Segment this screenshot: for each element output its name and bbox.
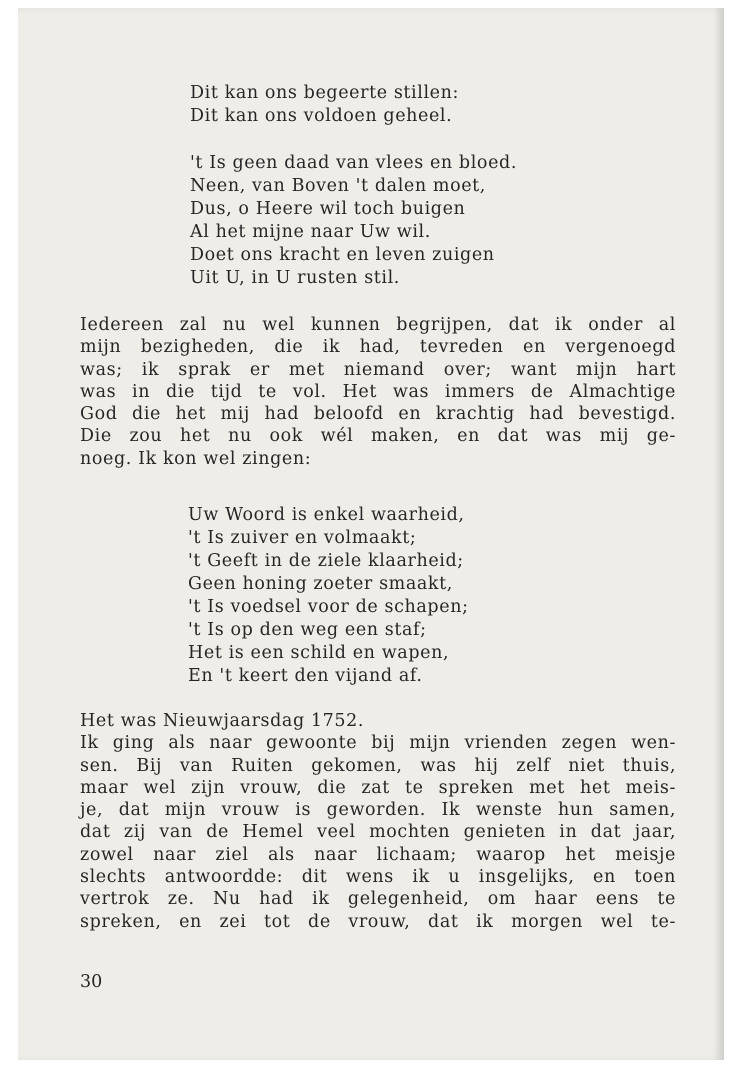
page-number: 30 bbox=[80, 972, 103, 992]
prose-line: vertrok ze. Nu had ik gelegenheid, om haar eens te bbox=[80, 889, 676, 910]
prose-line: spreken, en zei tot de vrouw, dat ik morgen wel te- bbox=[80, 911, 676, 932]
prose-line: Ik ging als naar gewoonte bij mijn vrienden zegen wen- bbox=[80, 733, 676, 754]
page-edge-shadow bbox=[714, 8, 724, 1060]
verse-stanza-2 bbox=[190, 152, 670, 290]
verse-line: Dus, o Heere wil toch buigen bbox=[190, 199, 466, 219]
prose-line: sen. Bij van Ruiten gekomen, was hij zelf niet thuis, bbox=[80, 755, 676, 776]
prose-line: noeg. Ik kon wel zingen: bbox=[80, 448, 312, 469]
prose-line: maar wel zijn vrouw, die zat te spreken met het meis- bbox=[80, 777, 676, 798]
verse-line: 't Is voedsel voor de schapen; bbox=[188, 597, 469, 617]
prose-line: was; ik sprak er met niemand over; want mijn hart bbox=[80, 359, 676, 380]
paragraph-1 bbox=[80, 314, 676, 470]
book-page bbox=[18, 8, 724, 1060]
prose-line: dat zij van de Hemel veel mochten genieten in dat jaar, bbox=[80, 822, 676, 843]
verse-line: Geen honing zoeter smaakt, bbox=[188, 574, 453, 594]
verse-line: Het is een schild en wapen, bbox=[188, 643, 450, 663]
prose-line: Het was Nieuwjaarsdag 1752. bbox=[80, 711, 365, 731]
prose-line: God die het mij had beloofd en krachtig had bevestigd. bbox=[80, 404, 676, 425]
verse-line: 't Is op den weg een staf; bbox=[188, 620, 427, 640]
prose-line: Iedereen zal nu wel kunnen begrijpen, dat ik onder al bbox=[80, 315, 676, 335]
verse-line: Uw Woord is enkel waarheid, bbox=[188, 505, 465, 525]
verse-line: Neen, van Boven 't dalen moet, bbox=[190, 176, 486, 196]
verse-line: Doet ons kracht en leven zuigen bbox=[190, 245, 495, 265]
prose-line: zowel naar ziel als naar lichaam; waarop het meisje bbox=[80, 844, 676, 865]
verse-stanza-3 bbox=[188, 504, 668, 688]
verse-line: 't Is zuiver en volmaakt; bbox=[188, 528, 417, 548]
prose-line: slechts antwoordde: dit wens ik u insgelijks, en toen bbox=[80, 867, 676, 888]
prose-line: je, dat mijn vrouw is geworden. Ik wenste hun samen, bbox=[80, 800, 676, 821]
paragraph-2 bbox=[80, 710, 676, 933]
verse-line: Dit kan ons begeerte stillen: bbox=[190, 83, 459, 103]
verse-line: Al het mijne naar Uw wil. bbox=[190, 222, 431, 242]
verse-stanza-1 bbox=[190, 82, 670, 128]
verse-line: Uit U, in U rusten stil. bbox=[190, 268, 400, 288]
prose-line: mijn bezigheden, die ik had, tevreden en vergenoegd bbox=[80, 337, 676, 358]
verse-line: 't Is geen daad van vlees en bloed. bbox=[190, 153, 517, 173]
verse-line: 't Geeft in de ziele klaarheid; bbox=[188, 551, 464, 571]
verse-line: En 't keert den vijand af. bbox=[188, 666, 423, 686]
verse-line: Dit kan ons voldoen geheel. bbox=[190, 106, 453, 126]
prose-line: was in die tijd te vol. Het was immers de Almachtige bbox=[80, 381, 676, 402]
prose-line: Die zou het nu ook wél maken, en dat was mij ge- bbox=[80, 426, 676, 447]
